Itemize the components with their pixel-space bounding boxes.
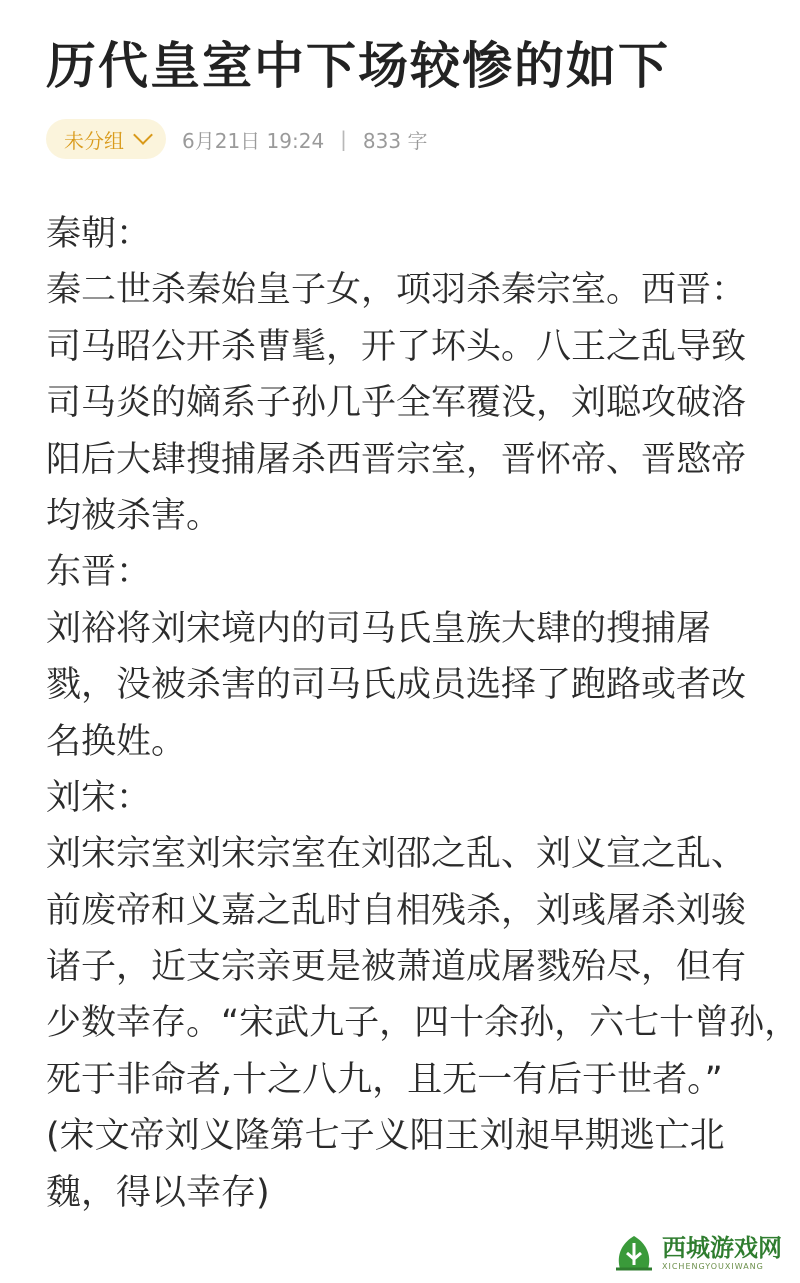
body-line: 魏，得以幸存) (46, 1172, 270, 1213)
body-line: 秦二世杀秦始皇子女，项羽杀秦宗室。西晋： (46, 270, 747, 311)
body-line: 刘裕将刘宋境内的司马氏皇族大肆的搜捕屠 (46, 608, 712, 649)
body-line: 东晋： (46, 552, 152, 593)
body-line: 阳后大肆搜捕屠杀西晋宗室，晋怀帝、晋愍帝 (46, 439, 747, 480)
body-line: 诸子，近支宗亲更是被萧道成屠戮殆尽，但有 (46, 947, 747, 988)
site-watermark (604, 1229, 790, 1277)
body-line: 少数幸存。“宋武九子，四十余孙，六七十曾孙， (46, 1003, 800, 1044)
chevron-down-icon (133, 125, 153, 145)
note-title: 历代皇室中下场较惨的如下 (46, 37, 670, 95)
body-line: 名换姓。 (46, 721, 187, 762)
body-line: 司马昭公开杀曹髦，开了坏头。八王之乱导致 (46, 326, 747, 367)
body-line: 刘宋： (46, 777, 152, 818)
note-body[interactable] (46, 206, 800, 1221)
body-line: (宋文帝刘义隆第七子义阳王刘昶早期逃亡北 (46, 1116, 725, 1157)
body-line: 均被杀害。 (46, 495, 222, 536)
watermark-name: 西城游戏网 (662, 1233, 782, 1262)
watermark-logo-icon (612, 1233, 656, 1273)
body-line: 戮，没被杀害的司马氏成员选择了跑路或者改 (46, 665, 747, 706)
body-line: 刘宋宗室刘宋宗室在刘邵之乱、刘义宣之乱、 (46, 834, 747, 875)
body-line: 死于非命者,十之八九，且无一有后于世者。” (46, 1059, 723, 1100)
body-line: 司马炎的嫡系子孙几乎全军覆没，刘聪攻破洛 (46, 383, 747, 424)
group-selector[interactable] (46, 119, 166, 159)
word-count: 833 字 (362, 128, 428, 153)
body-line: 前废帝和义嘉之乱时自相残杀，刘彧屠杀刘骏 (46, 890, 747, 931)
note-meta (46, 118, 427, 160)
note-date: 6月21日 19:24 (182, 128, 325, 153)
group-label: 未分组 (64, 128, 124, 153)
meta-separator: | (340, 127, 347, 151)
body-line: 秦朝： (46, 214, 152, 254)
watermark-subtitle: XICHENGYOUXIWANG (662, 1261, 764, 1271)
